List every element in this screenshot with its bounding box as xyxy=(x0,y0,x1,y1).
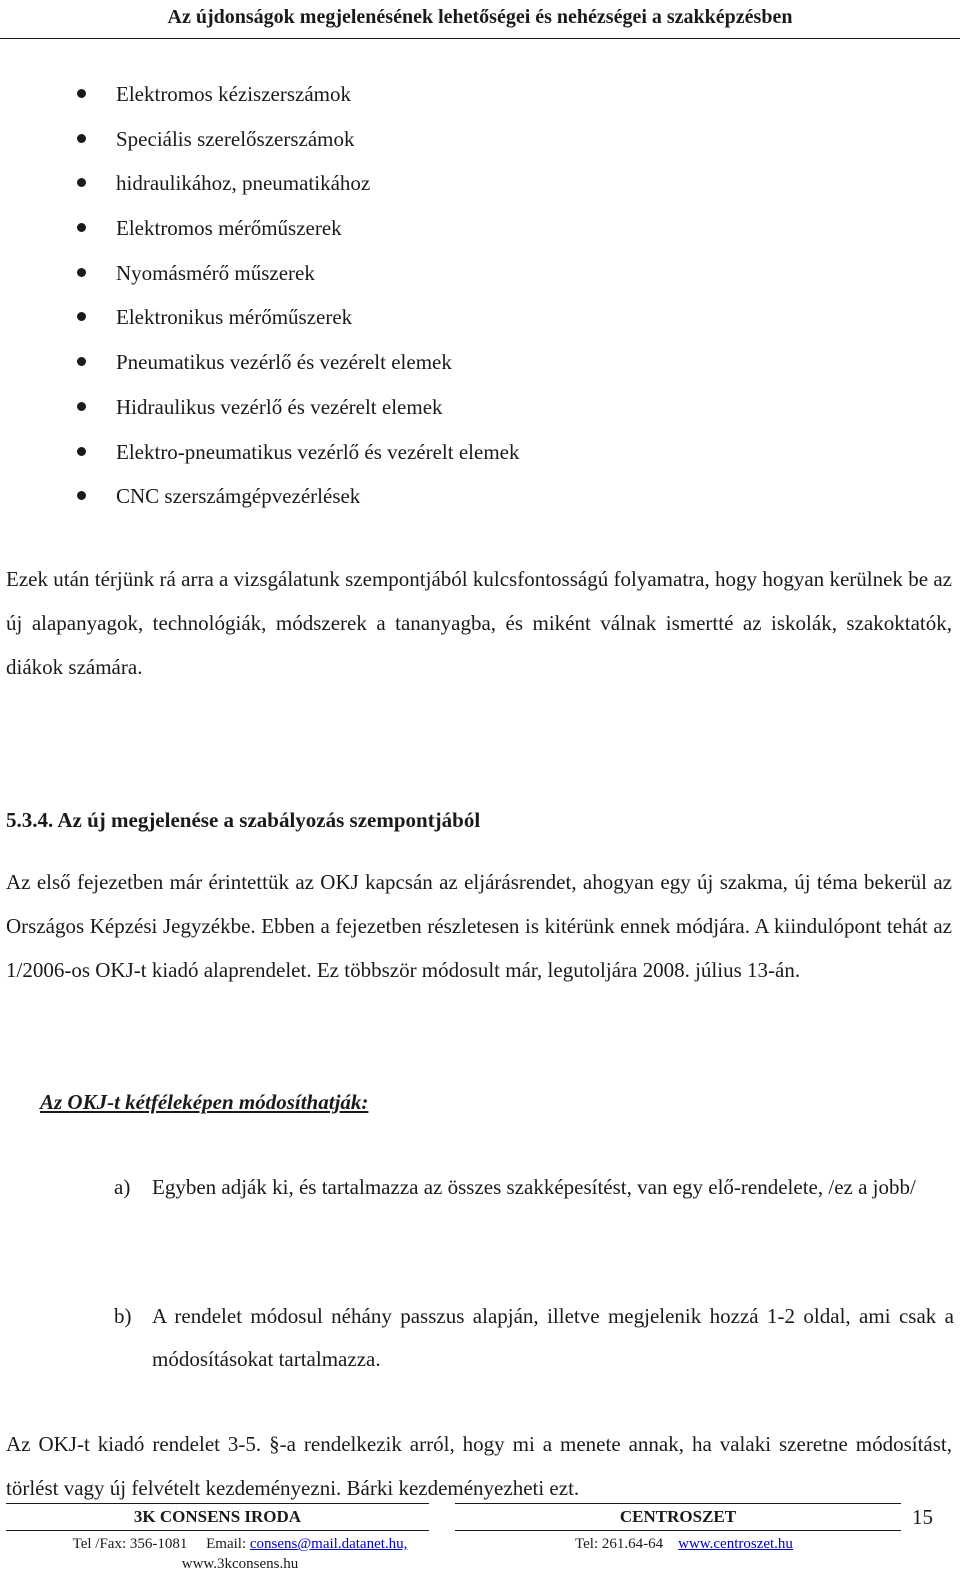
list-item: Pneumatikus vezérlő és vezérelt elemek xyxy=(0,340,960,385)
footer-rule-left xyxy=(6,1503,429,1504)
list-item: Hidraulikus vezérlő és vezérelt elemek xyxy=(0,385,960,430)
bullet-icon xyxy=(77,312,86,321)
bullet-icon xyxy=(77,402,86,411)
footer-org-right: CENTROSZET xyxy=(619,1507,737,1526)
footer-contact-left xyxy=(40,1534,440,1574)
page-footer xyxy=(0,1503,960,1589)
footer-contact-right xyxy=(575,1534,793,1554)
list-item: Elektro-pneumatikus vezérlő és vezérelt elemek xyxy=(0,430,960,475)
footer-phone-left: Tel /Fax: 356-1081 xyxy=(72,1536,188,1552)
list-item: Elektromos kéziszerszámok xyxy=(0,72,960,117)
sub-heading: Az OKJ-t kétféleképen módosíthatják: xyxy=(40,1090,369,1114)
footer-email-label: Email: xyxy=(206,1536,247,1552)
bullet-icon xyxy=(77,491,86,500)
bullet-icon xyxy=(77,223,86,232)
bullet-icon xyxy=(77,89,86,98)
section-heading: 5.3.4. Az új megjelenése a szabályozás szempontjából xyxy=(6,808,481,832)
equipment-bullet-list xyxy=(0,72,960,519)
intro-paragraph: Ezek után térjünk rá arra a vizsgálatunk szempontjából kulcsfontosságú folyamatra, hogy hogyan kerülnek be az új alapanyagok, technológiák, módszerek a tananyagba, és miként válnak ismertté az iskolák, szakoktatók, diákok számára. xyxy=(6,567,952,679)
list-item: Elektromos mérőműszerek xyxy=(0,206,960,251)
page-number: 15 xyxy=(912,1505,933,1529)
footer-org-left: 3K CONSENS IRODA xyxy=(133,1507,302,1526)
list-item: hidraulikához, pneumatikához xyxy=(0,161,960,206)
header-rule xyxy=(0,38,960,39)
enum-marker: b) xyxy=(114,1304,132,1328)
list-item: CNC szerszámgépvezérlések xyxy=(0,474,960,519)
list-item: Speciális szerelőszerszámok xyxy=(0,117,960,162)
footer-rule-right xyxy=(455,1503,901,1504)
bullet-icon xyxy=(77,134,86,143)
bullet-icon xyxy=(77,357,86,366)
enum-marker: a) xyxy=(114,1175,131,1199)
footer-phone-right: Tel: 261.64-64 xyxy=(575,1536,664,1552)
bullet-icon xyxy=(77,178,86,187)
running-header: Az újdonságok megjelenésének lehetőségei és nehézségei a szakképzésben xyxy=(167,6,793,28)
body-paragraph: Az első fejezetben már érintettük az OKJ kapcsán az eljárásrendet, ahogyan egy új szakma, új téma bekerül az Országos Képzési Jegyzékbe. Ebben a fejezetben részletesen is kitérünk ennek módjára. A kiindulópont tehát az 1/2006-os OKJ-t kiadó alaprendelet. Ez többször módosult már, legutoljára 2008. július 13-án. xyxy=(6,870,952,982)
list-item: Nyomásmérő műszerek xyxy=(0,251,960,296)
closing-paragraph: Az OKJ-t kiadó rendelet 3-5. §-a rendelkezik arról, hogy mi a menete annak, ha valaki szeretne módosítást, törlést vagy új felvételt kezdeményezni. Bárki kezdeményezheti ezt. xyxy=(6,1432,952,1500)
footer-email-link[interactable]: consens@mail.datanet.hu, xyxy=(249,1536,408,1552)
list-item: Elektronikus mérőműszerek xyxy=(0,295,960,340)
enum-item-a xyxy=(114,1166,954,1209)
enum-text: Egyben adják ki, és tartalmazza az összes szakképesítést, van egy elő-rendelete, /ez a jobb/ xyxy=(152,1175,916,1199)
footer-web-link-right[interactable]: www.centroszet.hu xyxy=(678,1536,793,1552)
bullet-icon xyxy=(77,268,86,277)
enum-item-b xyxy=(114,1295,954,1381)
footer-underline-right xyxy=(455,1530,901,1531)
footer-underline-left xyxy=(6,1530,429,1531)
footer-web-left[interactable]: www.3kconsens.hu xyxy=(181,1556,299,1572)
bullet-icon xyxy=(77,447,86,456)
enum-text: A rendelet módosul néhány passzus alapján, illetve megjelenik hozzá 1-2 oldal, ami csak a módosításokat tartalmazza. xyxy=(152,1304,954,1371)
